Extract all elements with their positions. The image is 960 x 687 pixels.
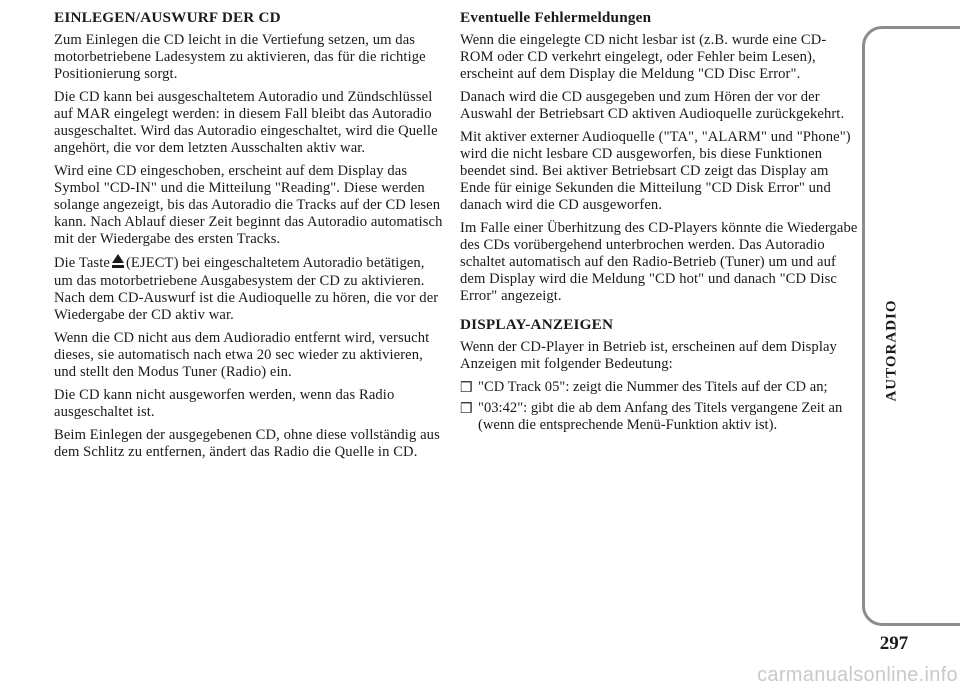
right-column [460,9,858,438]
paragraph: Wenn die CD nicht aus dem Audioradio entfernt wird, versucht dieses, sie automatisch nach etwa 20 sec wieder zu aktivieren, und stellt den Modus Tuner (Radio) ein. [54,330,430,380]
page-number: 297 [879,633,909,654]
paragraph: Im Falle einer Überhitzung des CD-Players könnte die Wiedergabe des CDs vorübergehend unterbrochen werden. Das Autoradio schaltet automatisch auf den Radio-Betrieb (Tuner) um und auf dem Display wird die Meldung "CD hot" und danach "CD Disc Error" angezeigt. [460,220,858,304]
watermark: carmanualsonline.info [757,664,958,686]
paragraph: Beim Einlegen der ausgegebenen CD, ohne diese vollständig aus dem Schlitz zu entfernen, ändert das Radio die Quelle in CD. [54,427,440,460]
section-heading-error-messages: Eventuelle Fehlermeldungen [460,9,652,26]
paragraph: Danach wird die CD ausgegeben und zum Hören der vor der Auswahl der Betriebsart CD aktiven Audioquelle zurückgekehrt. [460,89,845,122]
left-column [54,9,446,467]
checkbox-bullet-icon: ❒ [460,402,473,417]
section-heading-cd-insert-eject: EINLEGEN/AUSWURF DER CD [54,9,281,26]
eject-icon [112,254,124,273]
section-heading-display: DISPLAY-ANZEIGEN [460,316,614,333]
paragraph: Die CD kann nicht ausgeworfen werden, wenn das Radio ausgeschaltet ist. [54,387,395,420]
chapter-label-text: AUTORADIO [883,298,900,402]
eject-text-before: Die Taste [54,255,110,271]
list-item-text: "CD Track 05": zeigt die Nummer des Titels auf der CD an; [478,379,828,395]
list-item [460,400,858,434]
eject-text-after: (EJECT) bei eingeschaltetem Autoradio betätigen, um das motorbetriebene Ausgabesystem der CD zu aktivieren. Nach dem CD-Auswurf ist die Audioquelle zu hören, die vor der Wiedergabe der CD aktiv war. [54,255,439,323]
paragraph: Wenn die eingelegte CD nicht lesbar ist (z.B. wurde eine CD-ROM oder CD verkehrt eingelegt, oder Fehler beim Lesen), erscheint auf dem Display die Meldung "CD Disc Error". [460,32,827,82]
checkbox-bullet-icon: ❒ [460,381,473,396]
display-indication-list [460,379,858,434]
paragraph: Die CD kann bei ausgeschaltetem Autoradio und Zündschlüssel auf MAR eingelegt werden: in diesem Fall bleibt das Autoradio ausgeschaltet. Wird das Autoradio eingeschaltet, wird die Quelle angehört, die vor dem letzten Ausschalten aktiv war. [54,89,438,156]
paragraph: Wenn der CD-Player in Betrieb ist, erscheinen auf dem Display Anzeigen mit folgender Bedeutung: [460,339,837,372]
side-chapter-label [877,270,907,430]
paragraph: Zum Einlegen die CD leicht in die Vertiefung setzen, um das motorbetriebene Ladesystem zu aktivieren, das für die richtige Positionierung sorgt. [54,32,426,82]
paragraph: Wird eine CD eingeschoben, erscheint auf dem Display das Symbol "CD-IN" und die Mitteilung "Reading". Diese werden solange angezeigt, bis das Autoradio die Tracks auf der CD lesen kann. Nach Ablauf dieser Zeit beginnt das Autoradio automatisch mit der Wiedergabe des ersten Tracks. [54,163,443,247]
list-item-text: "03:42": gibt die ab dem Anfang des Titels vergangene Zeit an (wenn die entsprechende Menü-Funktion aktiv ist). [478,400,843,433]
list-item [460,379,858,396]
paragraph: Mit aktiver externer Audioquelle ("TA", "ALARM" und "Phone") wird die nicht lesbare CD ausgeworfen, bis diese Funktionen beendet sind. Bei aktiver Betriebsart CD zeigt das Display am Ende für einige Sekunden die Mitteilung "CD Disk Error" und danach wird die CD ausgeworfen. [460,129,851,213]
paragraph-eject [54,254,446,324]
